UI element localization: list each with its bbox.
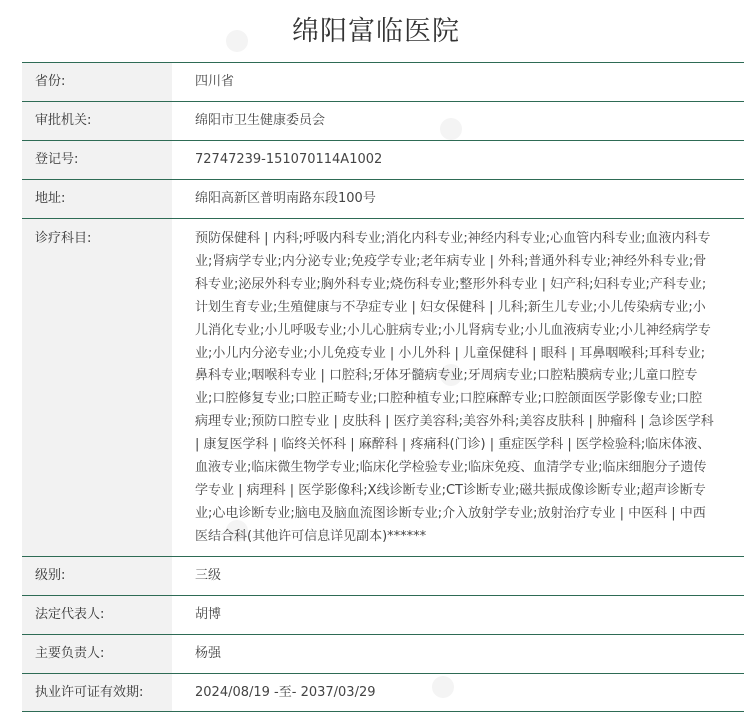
row-legal-rep [22,596,744,635]
row-address [22,180,744,219]
row-registration [22,141,744,180]
value-registration: 72747239-151070114A1002 [195,152,383,167]
value-province: 四川省 [195,74,235,89]
value-address: 绵阳高新区普明南路东段100号 [195,191,376,206]
label-registration: 登记号: [22,141,172,179]
value-level: 三级 [195,567,222,583]
label-province: 省份: [22,63,172,101]
label-departments: 诊疗科目: [22,219,172,556]
value-departments: 预防保健科 | 内科;呼吸内科专业;消化内科专业;神经内科专业;心血管内科专业;血液内科专业;肾病学专业;内分泌专业;免疫学专业;老年病专业 | 外科;普通外科专业;神经外科专业;骨科专业;泌尿外科专业;胸外科专业;烧伤科专业;整形外科专业 | 妇产科;妇科专业;产科专业;计划生育专业;生殖健康与不孕症专业 | 妇女保健科 | 儿科;新生儿专业;小儿传染病专业;小儿消化专业;小儿呼吸专业;小儿心脏病专业;小儿肾病专业;小儿血液病专业;小儿神经病学专业;小儿内分泌专业;小儿免疫专业 | 小儿外科 | 儿童保健科 | 眼科 | 耳鼻咽喉科;耳科专业;鼻科专业;咽喉科专业 | 口腔科;牙体牙髓病专业;牙周病专业;口腔粘膜病专业;儿童口腔专业;口腔修复专业;口腔正畸专业;口腔种植专业;口腔麻醉专业;口腔颌面医学影像专业;口腔病理专业;预防口腔专业 | 皮肤科 | 医疗美容科;美容外科;美容皮肤科 | 肿瘤科 | 急诊医学科 | 康复医学科 | 临终关怀科 | 麻醉科 | 疼痛科(门诊) | 重症医学科 | 医学检验科;临床体液、血液专业;临床微生物学专业;临床化学检验专业;临床免疫、血清学专业;临床细胞分子遗传学专业 | 病理科 | 医学影像科;X线诊断专业;CT诊断专业;磁共振成像诊断专业;超声诊断专业;心电诊断专业;脑电及脑血流图诊断专业;介入放射学专业;放射治疗专业 | 中医科 | 中西医结合科(其他许可信息详见副本)****** [195,231,714,544]
row-authority [22,102,744,141]
label-address: 地址: [22,180,172,218]
label-principal: 主要负责人: [22,635,172,673]
page-title: 绵阳富临医院 [292,16,460,47]
row-province [22,63,744,102]
row-level [22,557,744,596]
value-license-validity: 2024/08/19 -至- 2037/03/29 [195,684,376,700]
label-authority: 审批机关: [22,102,172,140]
row-principal [22,635,744,674]
row-departments [22,219,744,557]
row-license-validity [22,674,744,712]
label-legal-rep: 法定代表人: [22,596,172,634]
info-table [22,62,744,712]
label-level: 级别: [22,557,172,595]
value-authority: 绵阳市卫生健康委员会 [195,113,326,128]
watermark [226,30,248,52]
label-license-validity: 执业许可证有效期: [22,674,172,711]
value-legal-rep: 胡博 [195,606,222,622]
value-principal: 杨强 [195,645,222,661]
